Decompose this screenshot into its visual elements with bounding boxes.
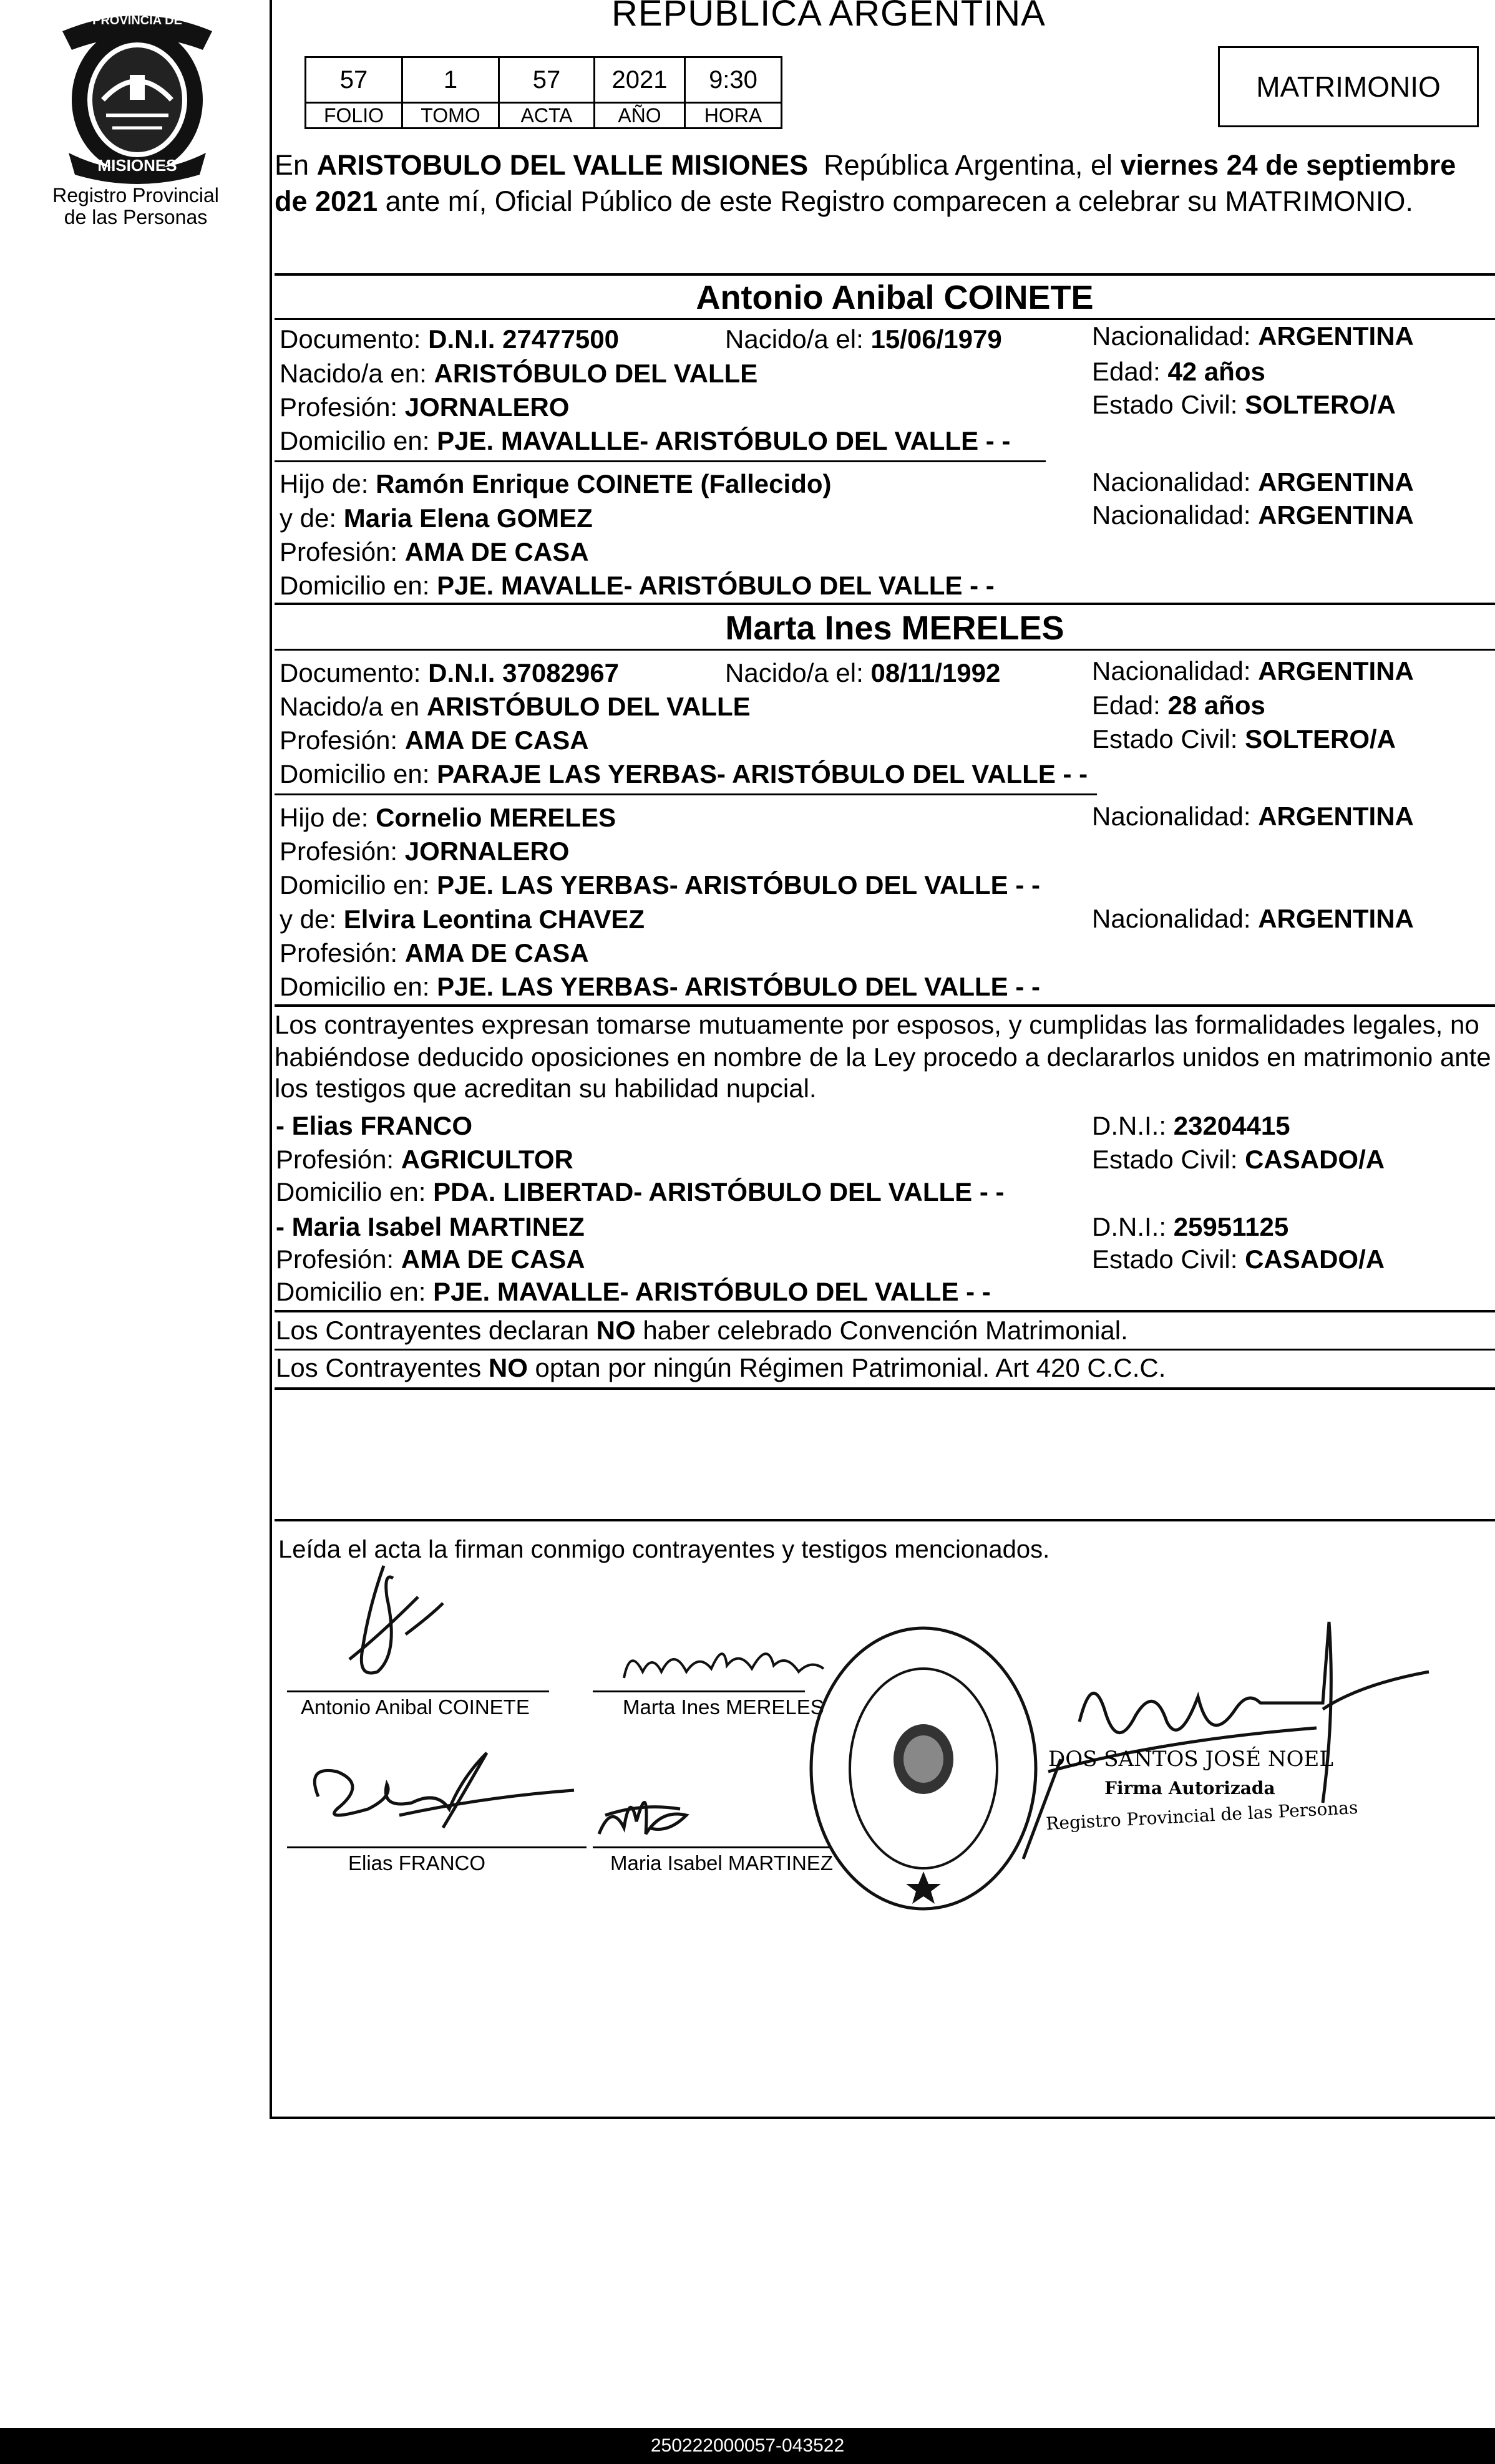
acta-type-box: MATRIMONIO bbox=[1218, 46, 1479, 127]
c1-padre-nacionalidad: Nacionalidad: ARGENTINA bbox=[1092, 467, 1414, 497]
oficial-nombre: DOS SANTOS JOSÉ NOEL bbox=[1048, 1747, 1333, 1772]
c2-padre-profesion: Profesión: JORNALERO bbox=[280, 837, 570, 866]
c1-madre-domicilio: Domicilio en: PJE. MAVALLE- ARISTÓBULO DEL VALLE - - bbox=[280, 571, 995, 600]
leida-acta-text: Leída el acta la firman conmigo contrayentes y testigos mencionados. bbox=[278, 1536, 1050, 1563]
signature-martinez bbox=[587, 1765, 711, 1853]
anio-label: AÑO bbox=[595, 103, 685, 129]
c1-madre-nacionalidad: Nacionalidad: ARGENTINA bbox=[1092, 500, 1414, 530]
registro-label-line1: Registro Provincial bbox=[52, 184, 219, 206]
logo-text-bottom: MISIONES bbox=[97, 156, 177, 175]
signature-line bbox=[287, 1690, 549, 1692]
acta-value: 57 bbox=[499, 57, 595, 103]
c1-madre: y de: Maria Elena GOMEZ bbox=[280, 503, 593, 533]
signature-line bbox=[593, 1690, 805, 1692]
footer-code: 250222000057-043522 bbox=[650, 2435, 845, 2456]
testigo2-nombre: - Maria Isabel MARTINEZ bbox=[276, 1212, 585, 1241]
coat-of-arms-icon bbox=[44, 6, 231, 181]
c2-nacionalidad: Nacionalidad: ARGENTINA bbox=[1092, 656, 1414, 686]
c1-estado-civil: Estado Civil: SOLTERO/A bbox=[1092, 390, 1396, 419]
seal-icon bbox=[805, 1622, 1042, 1915]
divider bbox=[275, 318, 1495, 320]
intro-republica: República Argentina, el bbox=[824, 149, 1113, 181]
intro-resto: ante mí, Oficial Público de este Registro comparecen a celebrar su MATRIMONIO. bbox=[385, 185, 1413, 217]
c1-nacionalidad: Nacionalidad: ARGENTINA bbox=[1092, 321, 1414, 351]
intro-line-1 bbox=[275, 151, 1456, 179]
signature-coinete bbox=[324, 1559, 449, 1690]
registro-label-line2: de las Personas bbox=[64, 206, 208, 229]
c1-nacido-en: Nacido/a en: ARISTÓBULO DEL VALLE bbox=[280, 359, 758, 388]
folio-value: 57 bbox=[306, 57, 402, 103]
divider bbox=[275, 1349, 1495, 1351]
intro-fecha: viernes 24 de septiembre bbox=[1120, 149, 1456, 181]
c2-madre-domicilio: Domicilio en: PJE. LAS YERBAS- ARISTÓBULO DEL VALLE - - bbox=[280, 972, 1040, 1001]
sig-label-martinez: Maria Isabel MARTINEZ bbox=[610, 1851, 833, 1875]
testigo2-domicilio: Domicilio en: PJE. MAVALLE- ARISTÓBULO DEL VALLE - - bbox=[276, 1277, 991, 1306]
c1-padre: Hijo de: Ramón Enrique COINETE (Fallecido) bbox=[280, 469, 832, 498]
divider bbox=[275, 649, 1495, 651]
c2-padre: Hijo de: Cornelio MERELES bbox=[280, 803, 616, 832]
registro-provincial-label bbox=[12, 185, 259, 228]
hora-value: 9:30 bbox=[685, 57, 782, 103]
logo-text-top: PROVINCIA DE bbox=[92, 14, 182, 27]
frame-left-border bbox=[270, 0, 272, 2118]
c2-nacido-el: Nacido/a el: 08/11/1992 bbox=[725, 658, 1001, 687]
regimen-patrimonial: Los Contrayentes NO optan por ningún Régimen Patrimonial. Art 420 C.C.C. bbox=[276, 1353, 1166, 1382]
c2-padre-nacionalidad: Nacionalidad: ARGENTINA bbox=[1092, 802, 1414, 831]
c2-madre: y de: Elvira Leontina CHAVEZ bbox=[280, 905, 645, 934]
c1-edad: Edad: 42 años bbox=[1092, 357, 1265, 386]
c2-estado-civil: Estado Civil: SOLTERO/A bbox=[1092, 724, 1396, 754]
intro-line-2 bbox=[275, 187, 1413, 215]
divider bbox=[275, 273, 1495, 276]
c1-nacido-el: Nacido/a el: 15/06/1979 bbox=[725, 324, 1002, 354]
tomo-value: 1 bbox=[402, 57, 499, 103]
intro-en: En bbox=[275, 149, 309, 181]
c2-profesion: Profesión: AMA DE CASA bbox=[280, 725, 589, 755]
testigo1-dni: D.N.I.: 23204415 bbox=[1092, 1111, 1290, 1140]
c2-madre-nacionalidad: Nacionalidad: ARGENTINA bbox=[1092, 904, 1414, 933]
official-seal-stamp bbox=[805, 1622, 1042, 1915]
divider bbox=[275, 1519, 1495, 1521]
testigo2-estado-civil: Estado Civil: CASADO/A bbox=[1092, 1244, 1385, 1274]
page-title: REPUBLICA ARGENTINA bbox=[611, 0, 1046, 34]
sig-label-mereles: Marta Ines MERELES bbox=[623, 1695, 824, 1719]
c1-domicilio: Domicilio en: PJE. MAVALLLE- ARISTÓBULO DEL VALLE - - bbox=[280, 426, 1011, 455]
sig-label-franco: Elias FRANCO bbox=[348, 1851, 486, 1875]
frame-bottom-border bbox=[270, 2117, 1495, 2119]
folio-table bbox=[304, 56, 782, 129]
c2-madre-profesion: Profesión: AMA DE CASA bbox=[280, 938, 589, 968]
c1-documento: Documento: D.N.I. 27477500 bbox=[280, 324, 619, 354]
c2-padre-domicilio: Domicilio en: PJE. LAS YERBAS- ARISTÓBULO DEL VALLE - - bbox=[280, 870, 1040, 900]
divider bbox=[275, 460, 1046, 462]
testigo1-profesion: Profesión: AGRICULTOR bbox=[276, 1145, 573, 1174]
testigo2-dni: D.N.I.: 25951125 bbox=[1092, 1212, 1289, 1241]
c1-profesion: Profesión: JORNALERO bbox=[280, 392, 570, 422]
firma-registro: Registro Provincial de las Personas bbox=[1045, 1797, 1359, 1835]
sig-label-coinete: Antonio Anibal COINETE bbox=[301, 1695, 530, 1719]
c2-domicilio: Domicilio en: PARAJE LAS YERBAS- ARISTÓBULO DEL VALLE - - bbox=[280, 759, 1088, 788]
declaracion-line3: los testigos que acreditan su habilidad nupcial. bbox=[275, 1074, 817, 1103]
footer-code-bar bbox=[0, 2428, 1495, 2464]
intro-lugar: ARISTOBULO DEL VALLE MISIONES bbox=[316, 149, 809, 181]
misiones-coat-of-arms-logo bbox=[44, 6, 231, 181]
intro-anio: de 2021 bbox=[275, 185, 378, 217]
divider bbox=[275, 603, 1495, 605]
tomo-label: TOMO bbox=[402, 103, 499, 129]
testigo1-estado-civil: Estado Civil: CASADO/A bbox=[1092, 1145, 1385, 1174]
signature-franco bbox=[299, 1740, 587, 1834]
convencion-matrimonial: Los Contrayentes declaran NO haber celebrado Convención Matrimonial. bbox=[276, 1316, 1128, 1345]
folio-label: FOLIO bbox=[306, 103, 402, 129]
signature-line bbox=[593, 1846, 830, 1848]
signature-line bbox=[287, 1846, 587, 1848]
testigo1-domicilio: Domicilio en: PDA. LIBERTAD- ARISTÓBULO DEL VALLE - - bbox=[276, 1177, 1005, 1206]
acta-label: ACTA bbox=[499, 103, 595, 129]
anio-value: 2021 bbox=[595, 57, 685, 103]
c2-edad: Edad: 28 años bbox=[1092, 691, 1265, 720]
divider bbox=[275, 1004, 1495, 1007]
divider bbox=[275, 1387, 1495, 1390]
divider bbox=[275, 793, 1097, 795]
divider bbox=[275, 1310, 1495, 1312]
testigo1-nombre: - Elias FRANCO bbox=[276, 1111, 473, 1140]
firma-autorizada: Firma Autorizada bbox=[1104, 1778, 1275, 1798]
contrayente1-name: Antonio Anibal COINETE bbox=[696, 279, 1094, 316]
declaracion-line2: habiéndose deducido oposiciones en nombre de la Ley procedo a declararlos unidos en matrimonio ante bbox=[275, 1042, 1491, 1072]
hora-label: HORA bbox=[685, 103, 782, 129]
c2-nacido-en: Nacido/a en ARISTÓBULO DEL VALLE bbox=[280, 692, 751, 721]
contrayente2-name: Marta Ines MERELES bbox=[725, 609, 1064, 647]
c2-documento: Documento: D.N.I. 37082967 bbox=[280, 658, 619, 687]
c1-madre-profesion: Profesión: AMA DE CASA bbox=[280, 537, 589, 566]
declaracion-line1: Los contrayentes expresan tomarse mutuamente por esposos, y cumplidas las formalidades legales, no bbox=[275, 1010, 1479, 1039]
testigo2-profesion: Profesión: AMA DE CASA bbox=[276, 1244, 585, 1274]
